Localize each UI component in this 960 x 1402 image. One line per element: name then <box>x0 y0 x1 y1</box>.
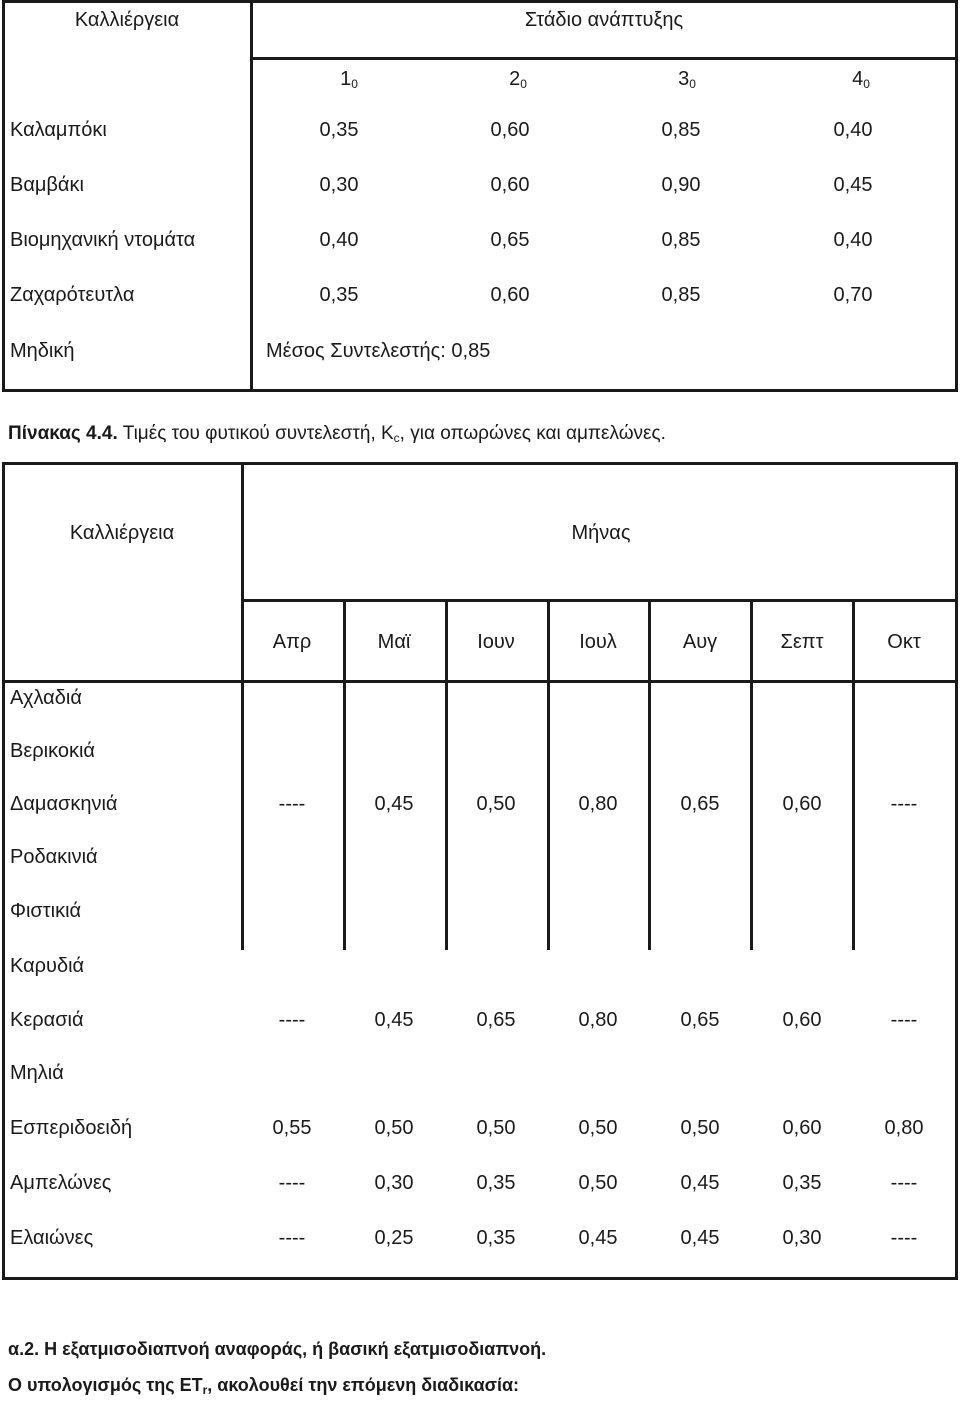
average-coefficient: Μέσος Συντελεστής: 0,85 <box>266 340 491 362</box>
crop-name: Δαμασκηνιά <box>10 793 118 815</box>
month-separator <box>547 599 550 682</box>
value: 0,45 <box>680 1172 720 1194</box>
table-caption <box>8 422 666 450</box>
value: 0,65 <box>680 1009 720 1031</box>
value: 0,85 <box>661 284 701 306</box>
value: 0,45 <box>833 174 873 196</box>
value: 0,85 <box>661 229 701 251</box>
crop-name: Ζαχαρότευτλα <box>10 284 135 306</box>
value: 0,45 <box>578 1227 618 1249</box>
month-separator <box>750 599 753 682</box>
stage-1: $1_0$ <box>340 68 358 91</box>
caption-label: Πίνακας 4.4. <box>8 423 118 444</box>
value: 0,35 <box>476 1227 516 1249</box>
month-label: Μαϊ <box>377 631 411 653</box>
month-label: Οκτ <box>887 631 921 653</box>
value: 0,50 <box>578 1117 618 1139</box>
section-heading: α.2. Η εξατμισοδιαπνοή αναφοράς, ή βασική εξατμισοδιαπνοή. <box>8 1339 547 1359</box>
table-2-frame <box>2 462 958 1280</box>
section-line: Ο υπολογισμός της $ET_r$, ακολουθεί την επόμενη διαδικασία: <box>8 1375 520 1397</box>
value: ---- <box>278 793 306 815</box>
month-label: Ιουλ <box>579 631 617 653</box>
value: 0,80 <box>884 1117 924 1139</box>
value: ---- <box>890 1009 918 1031</box>
value: ---- <box>278 1172 306 1194</box>
stage-3: $3_0$ <box>678 68 696 91</box>
value: 0,50 <box>680 1117 720 1139</box>
month-separator <box>343 599 346 682</box>
column-separator <box>241 682 244 950</box>
value: 0,85 <box>661 119 701 141</box>
value: 0,35 <box>476 1172 516 1194</box>
value: 0,65 <box>490 229 530 251</box>
value: 0,90 <box>661 174 701 196</box>
value: 0,30 <box>374 1172 414 1194</box>
month-label: Ιουν <box>477 631 515 653</box>
crop-name: Κερασιά <box>10 1009 84 1031</box>
stage-2: $2_0$ <box>509 68 527 91</box>
value: 0,80 <box>578 793 618 815</box>
crop-name: Βιομηχανική ντομάτα <box>10 229 196 251</box>
value: ---- <box>278 1227 306 1249</box>
crop-name: Καρυδιά <box>10 955 85 977</box>
crop-name: Ροδακινιά <box>10 846 98 868</box>
column-separator <box>648 682 651 950</box>
value: 0,50 <box>374 1117 414 1139</box>
crop-name: Αχλαδιά <box>10 687 82 709</box>
table-1-header-stage: Στάδιο ανάπτυξης <box>524 9 684 31</box>
value: 0,50 <box>578 1172 618 1194</box>
value: 0,45 <box>374 1009 414 1031</box>
value: 0,45 <box>374 793 414 815</box>
crop-name: Εσπεριδοειδή <box>10 1117 133 1139</box>
value: 0,35 <box>319 284 359 306</box>
value: 0,60 <box>782 793 822 815</box>
crop-name: Αμπελώνες <box>10 1172 112 1194</box>
value: ---- <box>890 1172 918 1194</box>
value: 0,60 <box>490 119 530 141</box>
value: ---- <box>278 1009 306 1031</box>
column-separator <box>343 682 346 950</box>
value: 0,65 <box>476 1009 516 1031</box>
month-separator <box>852 599 855 682</box>
value: 0,55 <box>272 1117 312 1139</box>
value: 0,50 <box>476 1117 516 1139</box>
table-2-rule <box>241 599 958 602</box>
crop-name: Ελαιώνες <box>10 1227 94 1249</box>
column-separator <box>445 682 448 950</box>
crop-name: Φιστικιά <box>10 900 82 922</box>
value: ---- <box>890 1227 918 1249</box>
value: 0,40 <box>833 229 873 251</box>
value: 0,50 <box>476 793 516 815</box>
crop-name: Μηλιά <box>10 1062 64 1084</box>
value: 0,45 <box>680 1227 720 1249</box>
stage-4: $4_0$ <box>852 68 870 91</box>
value: 0,35 <box>319 119 359 141</box>
value: 0,65 <box>680 793 720 815</box>
caption-text: Τιμές του φυτικού συντελεστή, $K_c$, για οπωρώνες και αμπελώνες. <box>122 423 666 445</box>
crop-name: Μηδική <box>10 340 75 362</box>
value: 0,60 <box>782 1117 822 1139</box>
value: 0,30 <box>319 174 359 196</box>
table-1-rule <box>250 57 958 60</box>
value: 0,40 <box>833 119 873 141</box>
value: 0,35 <box>782 1172 822 1194</box>
column-separator <box>852 682 855 950</box>
value: 0,70 <box>833 284 873 306</box>
table-2-divider <box>241 462 244 682</box>
value: ---- <box>890 793 918 815</box>
value: 0,60 <box>490 174 530 196</box>
month-label: Σεπτ <box>780 631 824 653</box>
table-2-header-month: Μήνας <box>571 522 631 544</box>
column-separator <box>547 682 550 950</box>
value: 0,60 <box>782 1009 822 1031</box>
value: 0,40 <box>319 229 359 251</box>
month-label: Αυγ <box>682 631 718 653</box>
value: 0,30 <box>782 1227 822 1249</box>
month-separator <box>648 599 651 682</box>
crop-name: Βερικοκιά <box>10 740 95 762</box>
column-separator <box>750 682 753 950</box>
value: 0,60 <box>490 284 530 306</box>
month-separator <box>445 599 448 682</box>
table-2-header-crop: Καλλιέργεια <box>69 522 175 544</box>
table-1-header-crop: Καλλιέργεια <box>74 9 180 31</box>
value: 0,25 <box>374 1227 414 1249</box>
table-2-rule <box>2 680 958 683</box>
month-label: Απρ <box>272 631 312 653</box>
value: 0,80 <box>578 1009 618 1031</box>
crop-name: Βαμβάκι <box>10 174 84 196</box>
crop-name: Καλαμπόκι <box>10 119 107 141</box>
